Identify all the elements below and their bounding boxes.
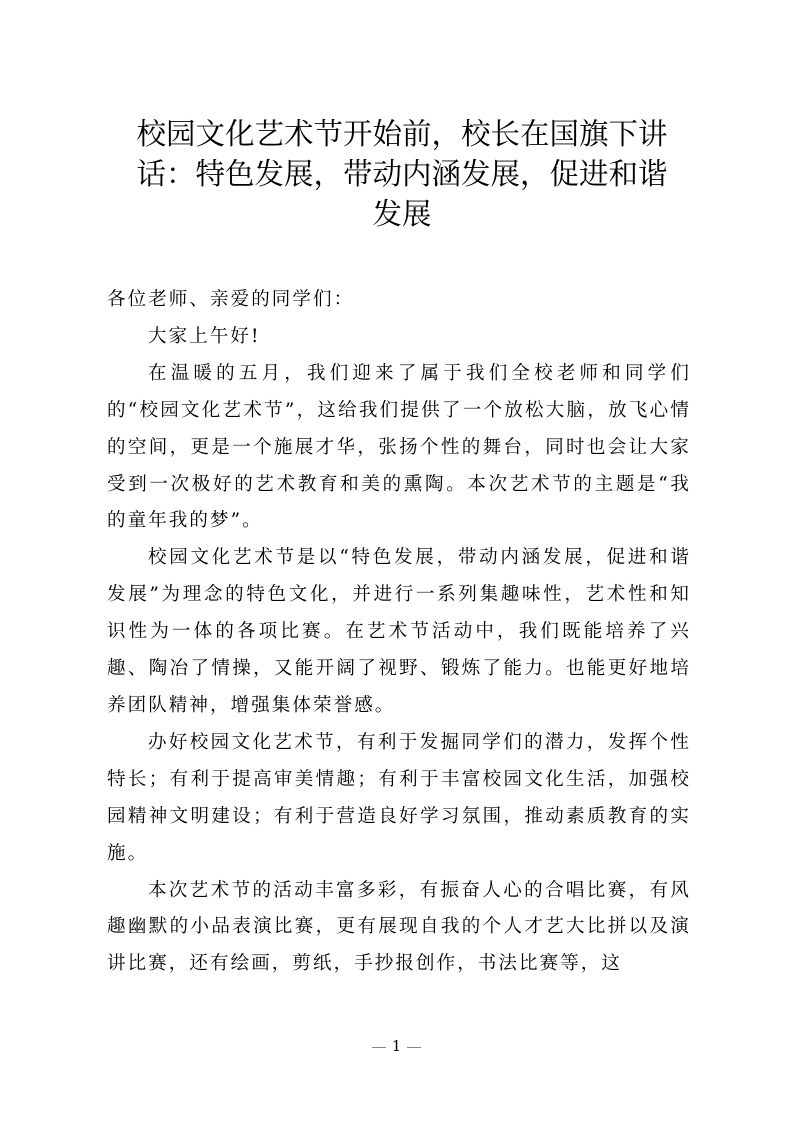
dash-right xyxy=(407,1047,421,1048)
body-paragraph: 本次艺术节的活动丰富多彩，有振奋人心的合唱比赛，有风趣幽默的小品表演比赛，更有展现自我的个人才艺大比拼以及演讲比赛，还有绘画，剪纸，手抄报创作，书法比赛等，这 xyxy=(107,879,691,975)
greeting-paragraph: 大家上午好! xyxy=(148,325,261,347)
page-footer xyxy=(0,1036,793,1056)
body-paragraph: 在温暖的五月，我们迎来了属于我们全校老师和同学们的“校园文化艺术节”，这给我们提供了一个放松大脑，放飞心情的空间，更是一个施展才华，张扬个性的舞台，同时也会让大家受到一次极好的艺术教育和美的熏陶。本次艺术节的主题是“我的童年我的梦”。 xyxy=(107,362,691,532)
body-paragraph: 校园文化艺术节是以“特色发展，带动内涵发展，促进和谐发展”为理念的特色文化，并进行一系列集趣味性，艺术性和知识性为一体的各项比赛。在艺术节活动中，我们既能培养了兴趣、陶冶了情操，又能开阔了视野、锻炼了能力。也能更好地培养团队精神，增强集体荣誉感。 xyxy=(107,547,691,716)
document-title xyxy=(100,114,704,234)
dash-left xyxy=(372,1047,386,1048)
title-line: 校园文化艺术节开始前，校长在国旗下讲 xyxy=(136,117,668,151)
document-body xyxy=(107,282,691,983)
title-line: 话：特色发展，带动内涵发展，促进和谐 xyxy=(136,157,668,191)
body-paragraph: 办好校园文化艺术节，有利于发掘同学们的潜力，发挥个性特长；有利于提高审美情趣；有利于丰富校园文化生活，加强校园精神文明建设；有利于营造良好学习氛围，推动素质教育的实施。 xyxy=(107,731,691,864)
salutation: 各位老师、亲爱的同学们： xyxy=(107,289,355,310)
page-number: 1 xyxy=(391,1037,402,1055)
title-line: 发展 xyxy=(372,197,432,231)
